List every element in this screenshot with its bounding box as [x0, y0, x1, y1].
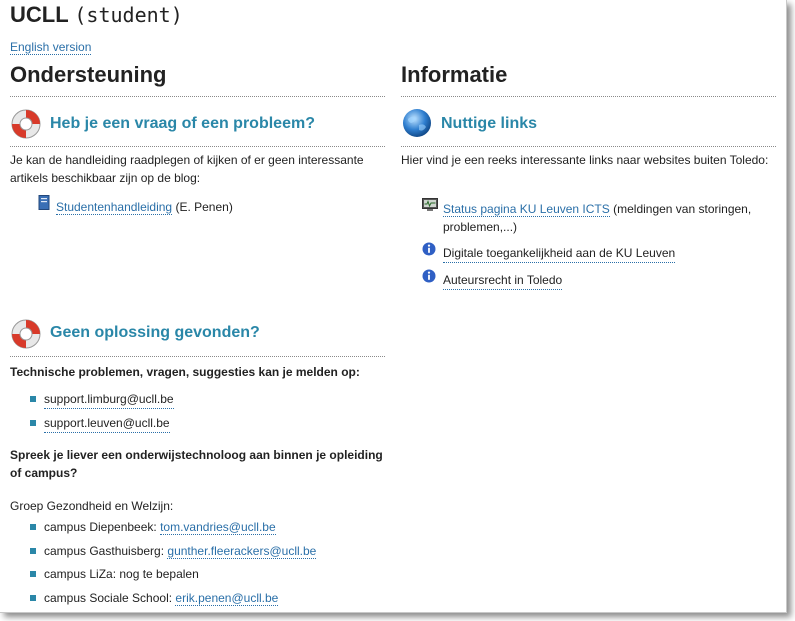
status-page-note: (meldingen van storingen, problemen,...) [443, 202, 752, 234]
useful-links-title: Nuttige links [441, 115, 538, 132]
lifebuoy-icon [10, 108, 42, 140]
informatie-heading: Informatie [401, 62, 508, 87]
no-solution-title: Geen oplossing gevonden? [50, 324, 260, 341]
digital-accessibility-link[interactable]: Digitale toegankelijkheid aan de KU Leuven [443, 244, 675, 263]
campus-item: campus Gasthuisberg: gunther.fleerackers@ucll.be [44, 544, 317, 558]
page-title-subtitle: (student) [74, 3, 183, 27]
support-limburg-link[interactable]: support.limburg@ucll.be [44, 390, 174, 409]
campus-item: campus Diepenbeek: tom.vandries@ucll.be [44, 520, 276, 534]
info-icon [422, 269, 436, 283]
ondersteuning-heading: Ondersteuning [10, 62, 167, 87]
campus-email-link[interactable]: tom.vandries@ucll.be [160, 520, 276, 534]
globe-icon [401, 107, 433, 139]
question-title: Heb je een vraag of een probleem? [50, 115, 315, 132]
copyright-toledo-link[interactable]: Auteursrecht in Toledo [443, 271, 562, 290]
edu-text: Spreek je liever een onderwijstechnoloog aan binnen je opleiding of campus? [10, 448, 383, 480]
campus-email-link[interactable]: gunther.fleerackers@ucll.be [167, 544, 317, 558]
divider [10, 96, 385, 97]
divider [401, 96, 776, 97]
bullet [30, 548, 36, 554]
bullet [30, 524, 36, 530]
support-leuven-link[interactable]: support.leuven@ucll.be [44, 414, 170, 433]
link-item [443, 200, 778, 236]
campus-item: campus LiZa: nog te bepalen [44, 567, 199, 581]
page-title-main: UCLL [10, 2, 69, 27]
english-version-link[interactable]: English version [10, 40, 92, 54]
campus-item: campus Sociale School: erik.penen@ucll.be [44, 591, 279, 605]
bullet [30, 571, 36, 577]
bullet [30, 595, 36, 601]
page-title [10, 2, 183, 28]
info-icon [422, 242, 436, 256]
group-text: Groep Gezondheid en Welzijn: [10, 499, 174, 513]
bullet [30, 420, 36, 426]
divider [401, 146, 776, 147]
book-icon [38, 195, 50, 210]
lifebuoy-icon [10, 318, 42, 350]
divider [10, 146, 385, 147]
status-page-link[interactable]: Status pagina KU Leuven ICTS [443, 202, 610, 216]
manual-author: (E. Penen) [175, 200, 233, 214]
question-text: Je kan de handleiding raadplegen of kijken of er geen interessante artikels beschikbaar zijn op de blog: [10, 153, 364, 185]
bullet [30, 396, 36, 402]
manual-line [56, 198, 233, 216]
divider [10, 356, 385, 357]
campus-email-link[interactable]: erik.penen@ucll.be [175, 591, 279, 605]
tech-text: Technische problemen, vragen, suggesties kan je melden op: [10, 365, 360, 379]
studentenhandleiding-link[interactable]: Studentenhandleiding [56, 200, 173, 214]
monitor-icon [422, 198, 438, 211]
links-text: Hier vind je een reeks interessante links naar websites buiten Toledo: [401, 153, 769, 167]
